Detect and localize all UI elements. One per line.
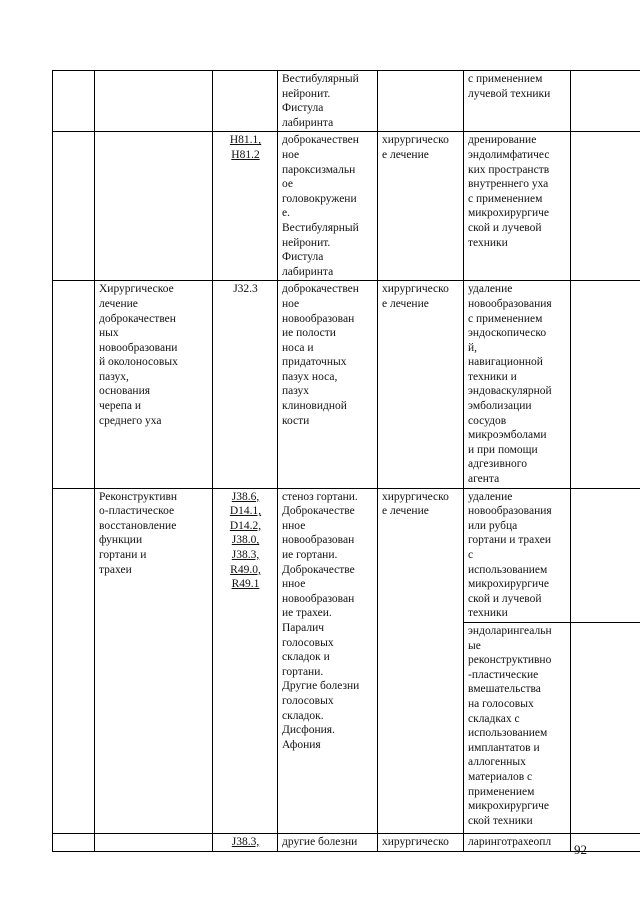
table-row — [53, 71, 640, 132]
extra-cell — [571, 622, 640, 833]
page-number: 92 — [574, 842, 587, 857]
extra-cell — [571, 488, 640, 622]
method-cell: ларинготрахеопл — [464, 833, 571, 851]
index-cell — [53, 488, 95, 833]
extra-cell — [571, 71, 640, 132]
treatment-cell: хирургическо е лечение — [378, 488, 464, 833]
method-cell: с применением лучевой техники — [464, 71, 571, 132]
icd-code: J38.6, — [231, 490, 260, 503]
treatment-cell — [378, 71, 464, 132]
diagnosis-cell: другие болезни — [278, 833, 378, 851]
method-cell: эндоларингеальн ые реконструктивно -пластические вмешательства на голосовых складках с использованием имплантатов и аллогенных материалов с применением микрохирургиче ской техники — [464, 622, 571, 833]
codes-cell — [213, 488, 278, 833]
icd-code: D14.2, — [229, 519, 262, 532]
profile-cell — [95, 132, 213, 281]
method-cell: удаление новообразования с применением эндоскопическо й, навигационной техники и эндоваскулярной эмболизации сосудов микроэмболами и при помощи адгезивного агента — [464, 281, 571, 488]
treatment-cell: хирургическо — [378, 833, 464, 851]
diagnosis-cell: стеноз гортани. Доброкачестве нное новообразован ие гортани. Доброкачестве нное новообразован ие трахеи. Паралич голосовых складок и гортани. Другие болезни голосовых складок. Дисфония. Афония — [278, 488, 378, 833]
index-cell — [53, 71, 95, 132]
diagnosis-cell: доброкачествен ное новообразован ие полости носа и придаточных пазух носа, пазух клиновидной кости — [278, 281, 378, 488]
extra-cell — [571, 281, 640, 488]
table-row — [53, 281, 640, 488]
profile-cell — [95, 833, 213, 851]
icd-code: J32.3 — [233, 283, 258, 296]
profile-cell — [95, 71, 213, 132]
icd-code: J38.0, — [231, 534, 260, 547]
table-row — [53, 833, 640, 851]
icd-code: H81.1, — [229, 134, 262, 147]
icd-code: R49.1 — [231, 578, 260, 591]
diagnosis-cell: доброкачествен ное пароксизмальн ое головокружени е. Вестибулярный нейронит. Фистула лабиринта — [278, 132, 378, 281]
codes-cell — [213, 132, 278, 281]
index-cell — [53, 833, 95, 851]
icd-code: H81.2 — [231, 148, 260, 161]
diagnosis-cell: Вестибулярный нейронит. Фистула лабиринта — [278, 71, 378, 132]
table-row — [53, 488, 640, 622]
icd-code: D14.1, — [229, 505, 262, 518]
medical-care-table — [52, 70, 640, 852]
icd-code: J38.3, — [231, 549, 260, 561]
profile-cell: Реконструктивн о-пластическое восстановление функции гортани и трахеи — [95, 488, 213, 833]
codes-cell — [213, 833, 278, 851]
icd-code: R49.0, — [230, 563, 261, 576]
method-cell: дренирование эндолимфатичес ких пространств внутреннего уха с применением микрохирургиче ской и лучевой техники — [464, 132, 571, 281]
table-row — [53, 132, 640, 281]
treatment-cell: хирургическо е лечение — [378, 132, 464, 281]
profile-cell: Хирургическое лечение доброкачествен ных новообразовани й околоносовых пазух, основания черепа и среднего уха — [95, 281, 213, 488]
codes-cell — [213, 71, 278, 132]
index-cell — [53, 281, 95, 488]
icd-code: J38.3, — [231, 835, 260, 848]
method-cell: удаление новообразования или рубца гортани и трахеи с использованием микрохирургиче ской и лучевой техники — [464, 488, 571, 622]
extra-cell — [571, 132, 640, 281]
codes-cell — [213, 281, 278, 488]
index-cell — [53, 132, 95, 281]
treatment-cell: хирургическо е лечение — [378, 281, 464, 488]
